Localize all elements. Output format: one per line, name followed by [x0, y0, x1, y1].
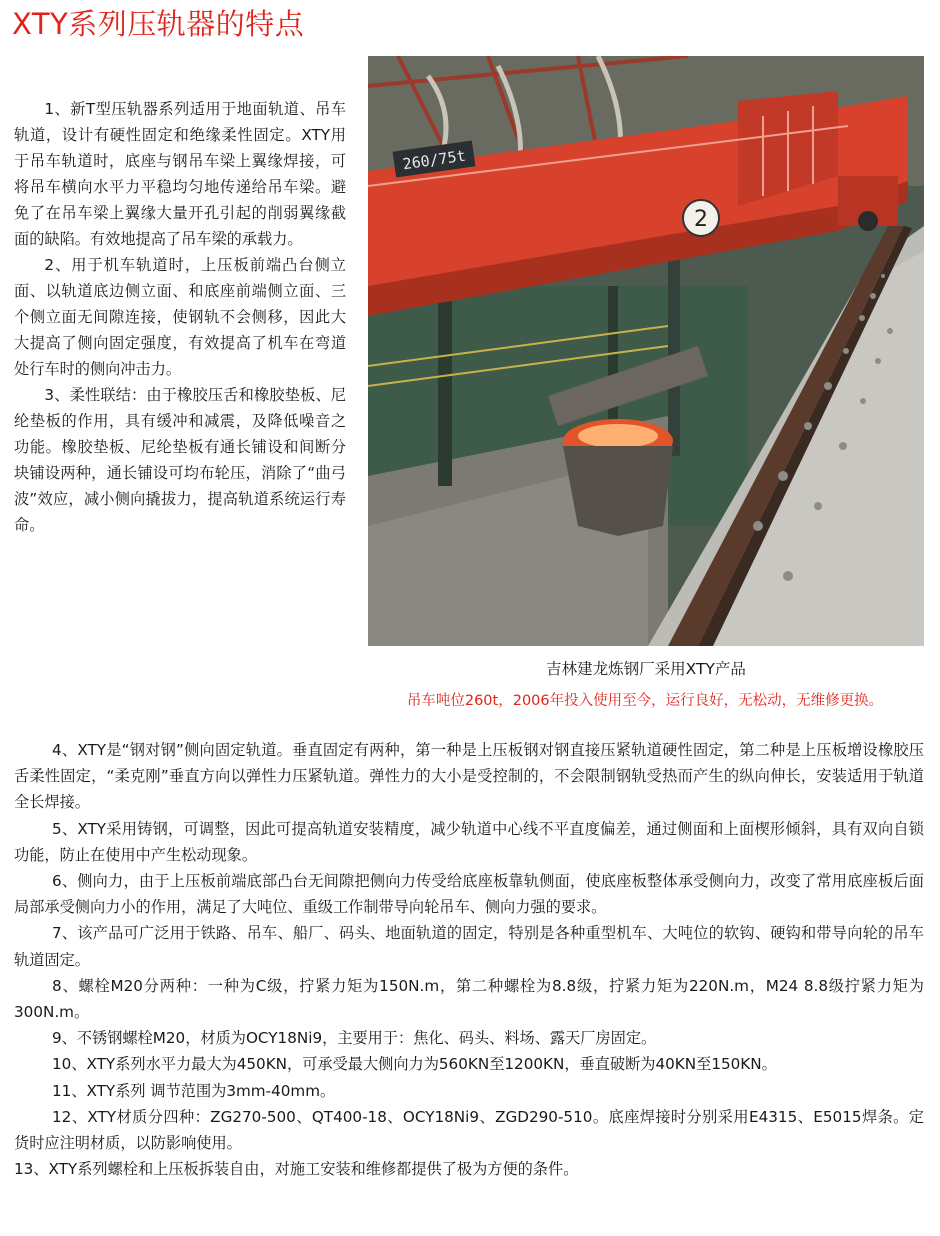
paragraph-3: 3、柔性联结：由于橡胶压舌和橡胶垫板、尼纶垫板的作用，具有缓冲和减震，及降低噪音之功能。橡胶垫板、尼纶垫板有通长铺设和间断分块铺设两种，通长铺设可均布轮压，消除了“曲弓波”效应，减小侧向撬拔力，提高轨道系统运行寿命。 [14, 386, 346, 534]
paragraph-6: 6、侧向力，由于上压板前端底部凸台无间隙把侧向力传受给底座板靠轨侧面，使底座板整体承受侧向力，改变了常用底座板后面局部承受侧向力小的作用，满足了大吨位、重级工作制带导向轮吊车、侧向力强的要求。 [14, 872, 924, 917]
photo-caption-detail: 吊车吨位260t，2006年投入使用至今，运行良好，无松动，无维修更换。 [406, 693, 884, 709]
paragraph-12: 12、XTY材质分四种：ZG270-500、QT400-18、OCY18Ni9、ZGD290-510。底座焊接时分别采用E4315、E5015焊条。定货时应注明材质，以防影响使用。 [14, 1107, 924, 1153]
paragraph-8: 8、螺栓M20分两种：一种为C级，拧紧力矩为150N.m，第二种螺栓为8.8级，拧紧力矩为220N.m，M24 8.8级拧紧力矩为300N.m。 [14, 976, 924, 1022]
page-title: XTY系列压轨器的特点 [12, 7, 305, 41]
paragraph-4: 4、XTY是“钢对钢”侧向固定轨道。垂直固定有两种，第一种是上压板钢对钢直接压紧轨道硬性固定，第二种是上压板增设橡胶压舌柔性固定，“柔克刚”垂直方向以弹性力压紧轨道。弹性力的大小是受控制的，不会限制钢轨受热而产生的纵向伸长，安装适用于轨道全长焊接。 [14, 741, 924, 812]
crane-number-badge: 2 [694, 207, 708, 232]
paragraph-2: 2、用于机车轨道时，上压板前端凸台侧立面、以轨道底边侧立面、和底座前端侧立面、三个侧立面无间隙连接，使钢轨不会侧移，因此大大提高了侧向固定强度，有效提高了机车在弯道处行车时的侧向冲击力。 [14, 256, 346, 378]
paragraph-9: 9、不锈钢螺栓M20，材质为OCY18Ni9，主要用于：焦化、码头、料场、露天厂房固定。 [52, 1029, 657, 1048]
paragraph-1: 1、新T型压轨器系列适用于地面轨道、吊车轨道，设计有硬性固定和绝缘柔性固定。XTY用于吊车轨道时，底座与钢吊车梁上翼缘焊接，可将吊车横向水平力平稳均匀地传递给吊车梁。避免了在吊车梁上翼缘大量开孔引起的削弱翼缘截面的缺陷。有效地提高了吊车梁的承载力。 [14, 100, 346, 248]
crane-rail-photo [368, 56, 924, 646]
feature-list [14, 737, 924, 1182]
photo-caption: 吉林建龙炼钢厂采用XTY产品 [546, 660, 746, 678]
paragraph-11: 11、XTY系列 调节范围为3mm-40mm。 [52, 1081, 336, 1100]
paragraph-7: 7、该产品可广泛用于铁路、吊车、船厂、码头、地面轨道的固定，特别是各种重型机车、大吨位的软钩、硬钩和带导向轮的吊车轨道固定。 [14, 924, 924, 969]
paragraph-10: 10、XTY系列水平力最大为450KN，可承受最大侧向力为560KN至1200KN，垂直破断为40KN至150KN。 [52, 1055, 777, 1074]
intro-column [14, 96, 346, 538]
crane-capacity-label: 260/75t [401, 146, 467, 174]
paragraph-13: 13、XTY系列螺栓和上压板拆装自由，对施工安装和维修都提供了极为方便的条件。 [14, 1160, 579, 1179]
paragraph-5: 5、XTY采用铸钢，可调整，因此可提高轨道安装精度，减少轨道中心线不平直度偏差，通过侧面和上面楔形倾斜，具有双向自锁功能，防止在使用中产生松动现象。 [14, 819, 924, 864]
